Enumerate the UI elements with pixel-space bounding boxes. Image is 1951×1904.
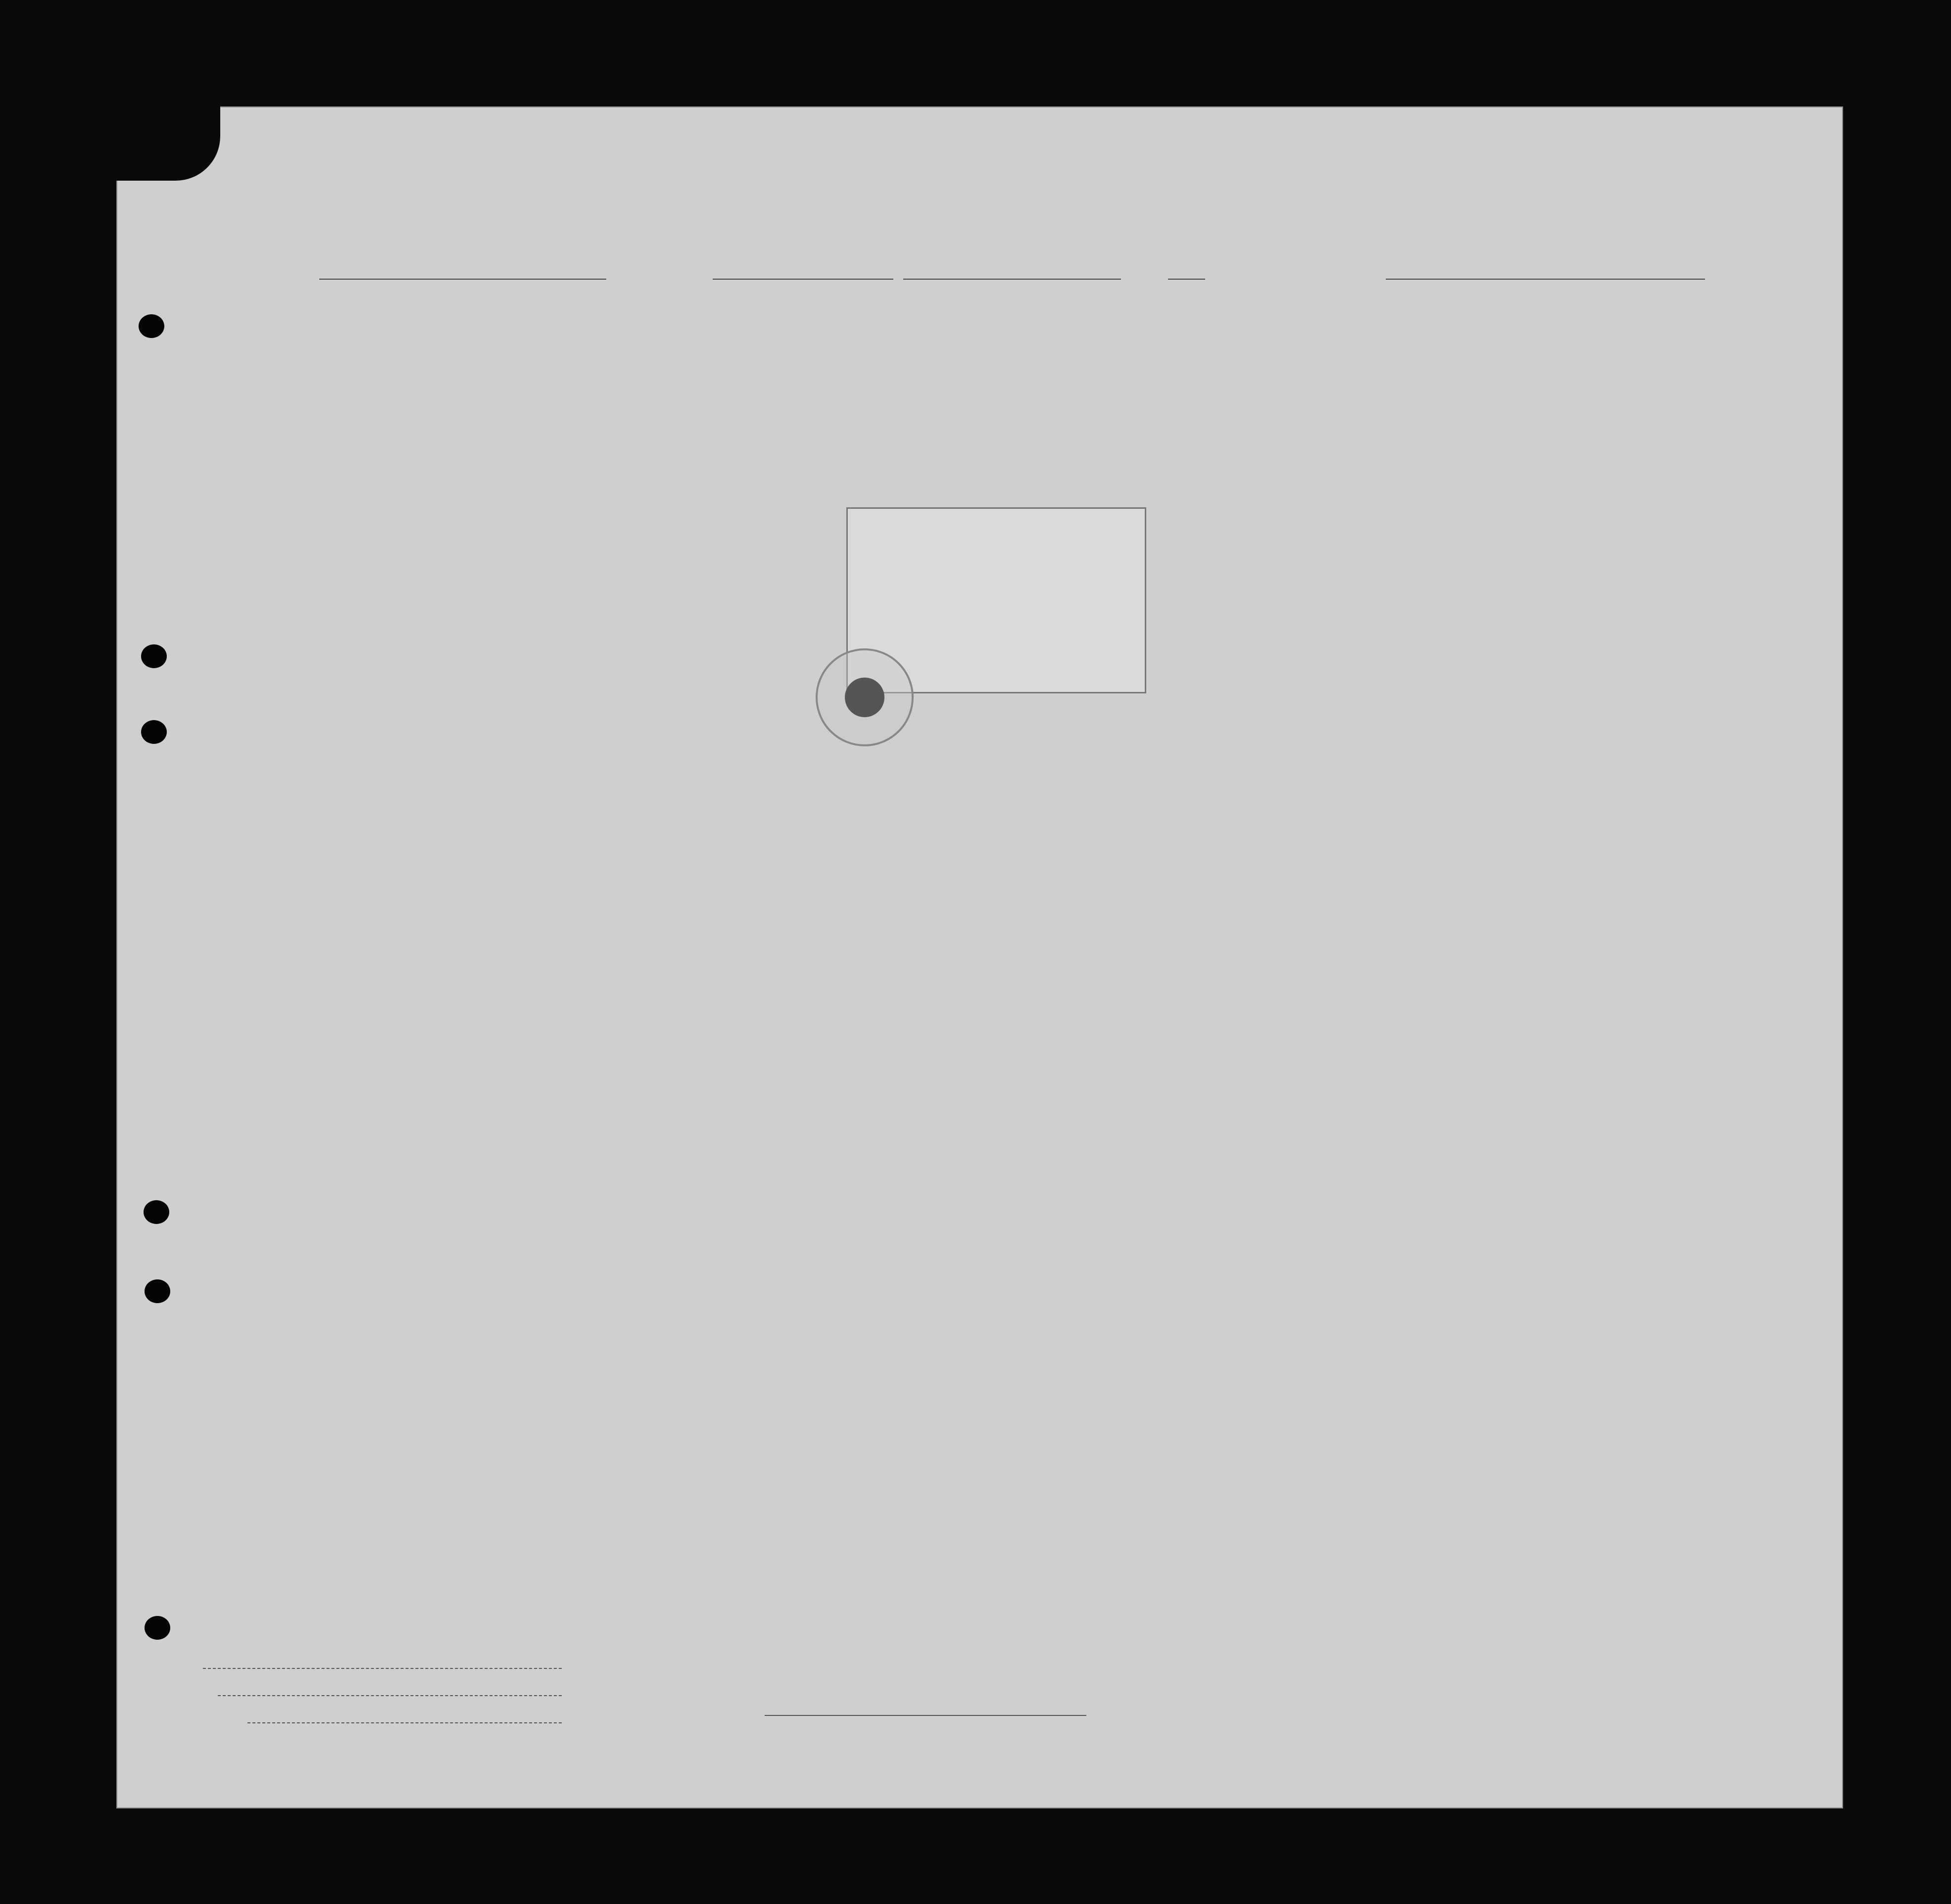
consulate-seal <box>816 648 914 746</box>
eagle-emblem-icon <box>845 678 884 717</box>
